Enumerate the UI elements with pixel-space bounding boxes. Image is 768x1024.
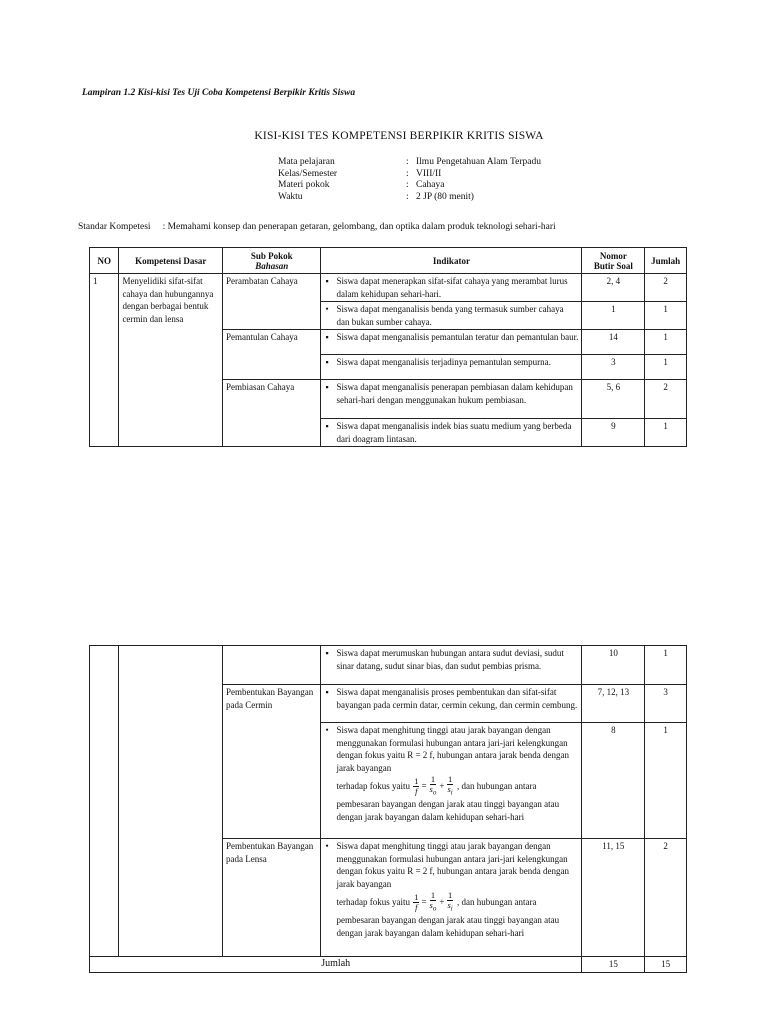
cell-jumlah: 1 (645, 646, 687, 685)
cell-indikator: ▪ Siswa dapat menganalisis indek bias suatu medium yang berbeda dari doagram lintasan. (321, 419, 582, 447)
cell-jumlah: 2 (645, 274, 687, 302)
cell-nomor: 2, 4 (582, 274, 645, 302)
total-label: Jumlah (90, 957, 582, 973)
cell-sub-pemantulan: Pemantulan Cahaya (222, 330, 320, 380)
meta-block: Mata pelajaran : Ilmu Pengetahuan Alam Terpadu Kelas/Semester : VIII/II Materi pokok : Cahaya Waktu : 2 JP (80 menit) (278, 157, 542, 202)
header-jumlah: Jumlah (645, 248, 687, 274)
cell-sub-perambatan: Perambatan Cahaya (222, 274, 320, 330)
cell-indikator: ▪ Siswa dapat menganalisis terjadinya pemantulan sempurna. (321, 355, 582, 380)
grid-table-part1 (89, 247, 687, 447)
header-indikator: Indikator (321, 248, 582, 274)
cell-sub-lensa: Pembentukan Bayangan pada Lensa (222, 839, 320, 957)
appendix-caption: Lampiran 1.2 Kisi-kisi Tes Uji Coba Kompetensi Berpikir Kritis Siswa (82, 88, 356, 98)
document-title: KISI-KISI TES KOMPETENSI BERPIKIR KRITIS SISWA (254, 130, 544, 142)
cell-nomor: 9 (582, 419, 645, 447)
cell-no-cont (90, 646, 119, 957)
cell-indikator: ▪ Siswa dapat menganalisis proses pembentukan dan sifat-sifat bayangan pada cermin datar, cermin cekung, dan cermin cembung. (321, 685, 582, 723)
meta-label: Kelas/Semester (278, 168, 338, 179)
cell-jumlah: 2 (645, 380, 687, 419)
cell-nomor: 10 (582, 646, 645, 685)
cell-jumlah: 1 (645, 419, 687, 447)
header-no: NO (90, 248, 119, 274)
grid-table-part2 (89, 645, 687, 973)
cell-nomor: 11, 15 (582, 839, 645, 957)
cell-indikator-formula: • Siswa dapat menghitung tinggi atau jarak bayangan dengan menggunakan formulasi hubungan antara jari-jari kelengkungan dengan fokus yaitu R = 2 f, hubungan antara jarak benda dengan jarak bayangan terhadap fokus yaitu $\frac{1}{f}$ = $\frac{1}{s_o}$ + $\frac{1}{s_i}$ , dan hubungan antara pembesaran bayangan dengan jarak atau tinggi bayangan atau dengan jarak bayangan dalam kehidupan sehari-hari (321, 723, 582, 839)
standar-value: : Memahami konsep dan penerapan getaran, gelombang, dan optika dalam produk teknologi sehari-hari (162, 222, 556, 232)
lens-formula: terhadap fokus yaitu $\frac{1}{f}$ = $\frac{1}{s_o}$ + $\frac{1}{s_i}$ , dan hubungan antara (336, 773, 537, 797)
standar-kompetensi (78, 221, 556, 234)
cell-nomor: 7, 12, 13 (582, 685, 645, 723)
header-kompetensi-dasar: Kompetensi Dasar (119, 248, 223, 274)
cell-jumlah: 1 (645, 330, 687, 355)
cell-no: 1 (90, 274, 119, 447)
meta-value: 2 JP (80 menit) (416, 191, 474, 202)
meta-label: Waktu (278, 191, 303, 202)
cell-kompetensi-cont (119, 646, 223, 957)
cell-kompetensi-dasar: Menyelidiki sifat-sifat cahaya dan hubungannya dengan berbagai bentuk cermin dan lensa (119, 274, 223, 447)
standar-label: Standar Kompetesi (78, 222, 151, 232)
cell-nomor: 8 (582, 723, 645, 839)
cell-jumlah: 1 (645, 355, 687, 380)
cell-nomor: 14 (582, 330, 645, 355)
cell-indikator: • Siswa dapat menganalisis benda yang termasuk sumber cahaya dan bukan sumber cahaya. (321, 302, 582, 330)
meta-label: Materi pokok (278, 180, 330, 190)
cell-sub-pembiasan: Pembiasan Cahaya (222, 380, 320, 447)
meta-value: VIII/II (416, 168, 442, 179)
cell-indikator-formula: • Siswa dapat menghitung tinggi atau jarak bayangan dengan menggunakan formulasi hubungan antara jari-jari kelengkungan dengan fokus yaitu R = 2 f, hubungan antara jarak benda dengan jarak bayangan terhadap fokus yaitu $\frac{1}{f}$ = $\frac{1}{s_o}$ + $\frac{1}{s_i}$ , dan hubungan antara pembesaran bayangan dengan jarak atau tinggi bayangan atau dengan jarak bayangan dalam kehidupan sehari-hari (321, 839, 582, 957)
cell-indikator: ▪ Siswa dapat menganalisis penerapan pembiasan dalam kehidupan sehari-hari dengan menggunakan hukum pembiasan. (321, 380, 582, 419)
cell-sub-pembiasan-cont (222, 646, 320, 685)
cell-nomor: 3 (582, 355, 645, 380)
cell-nomor: 1 (582, 302, 645, 330)
total-nomor: 15 (582, 957, 645, 973)
cell-jumlah: 1 (645, 302, 687, 330)
cell-indikator: ▪ Siswa dapat menerapkan sifat-sifat cahaya yang merambat lurus dalam kehidupan sehari-hari. (321, 274, 582, 302)
cell-nomor: 5, 6 (582, 380, 645, 419)
cell-jumlah: 2 (645, 839, 687, 957)
cell-jumlah: 3 (645, 685, 687, 723)
header-sub-pokok: Sub Pokok Bahasan (222, 248, 320, 274)
meta-value: Cahaya (416, 180, 445, 190)
cell-indikator: ▪ Siswa dapat merumuskan hubungan antara sudut deviasi, sudut sinar datang, sudut sinar bias, dan sudut pembias prisma. (321, 646, 582, 685)
meta-value: Ilmu Pengetahuan Alam Terpadu (416, 157, 542, 167)
lens-formula: terhadap fokus yaitu $\frac{1}{f}$ = $\frac{1}{s_o}$ + $\frac{1}{s_i}$ , dan hubungan antara (336, 889, 537, 913)
cell-sub-cermin: Pembentukan Bayangan pada Cermin (222, 685, 320, 839)
header-nomor-butir: Nomor Butir Soal (582, 248, 645, 274)
cell-indikator: ▪ Siswa dapat menganalisis pemantulan teratur dan pemantulan baur. (321, 330, 582, 355)
cell-jumlah: 1 (645, 723, 687, 839)
total-jumlah: 15 (645, 957, 687, 973)
meta-label: Mata pelajaran (278, 157, 335, 167)
